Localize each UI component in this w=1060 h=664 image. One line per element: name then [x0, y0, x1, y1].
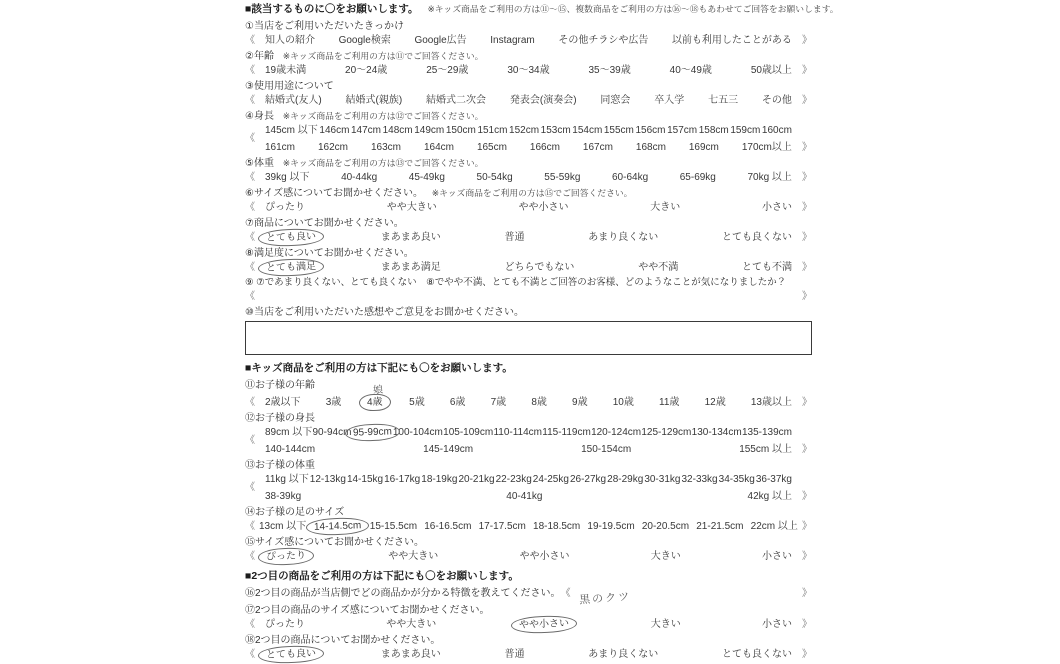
option: 154cm — [572, 124, 603, 136]
option: 卒入学 — [654, 94, 685, 106]
option: 148cm — [382, 124, 413, 136]
option: 知人の紹介 — [265, 34, 315, 46]
question-label-11: ⑪お子様の年齢 — [245, 379, 315, 391]
option: 14-15kg — [346, 473, 384, 485]
bracket-close: 》 — [802, 94, 812, 106]
option: 17-17.5cm — [478, 520, 526, 532]
option: 151cm — [477, 124, 508, 136]
option: 大きい — [650, 618, 681, 630]
option: 90-94cm — [312, 426, 352, 438]
option: 大きい — [650, 201, 681, 213]
bracket-close: 》 — [802, 171, 812, 183]
option: 28-29kg — [607, 473, 644, 485]
option: 149cm — [414, 124, 445, 136]
bracket-close: 》 — [802, 648, 812, 660]
option: 70kg 以上 — [747, 171, 792, 183]
option: 26-27kg — [569, 473, 607, 485]
option: 170cm以上 — [741, 141, 792, 153]
option: 35～39歳 — [588, 64, 631, 76]
option: 6歳 — [449, 396, 466, 408]
option: 115-119cm — [542, 426, 591, 438]
option: 4歳 — [359, 393, 391, 411]
option: 150-154cm — [581, 443, 632, 455]
option: 5歳 — [409, 396, 425, 408]
question-label-8: ⑧満足度についてお聞かせください。 — [245, 247, 414, 259]
option: 16-17kg — [384, 473, 421, 485]
option: 95-99cm — [344, 423, 399, 442]
option: ぴったり — [258, 547, 315, 566]
options-row-15 — [245, 550, 812, 563]
options-row-14 — [245, 520, 812, 533]
bracket-close: 》 — [802, 587, 812, 599]
option: 147cm — [351, 124, 382, 136]
option: やや大きい — [386, 201, 437, 213]
option: 普通 — [504, 231, 525, 243]
option: やや不満 — [638, 261, 679, 273]
answer-row-9 — [245, 290, 812, 303]
option: まあまあ満足 — [380, 261, 441, 273]
option: 145-149cm — [423, 443, 474, 455]
option: 結婚式二次会 — [426, 94, 487, 106]
bracket-close: 》 — [802, 618, 812, 630]
option: 40-41kg — [506, 490, 543, 502]
bracket-open: 《 — [245, 261, 255, 273]
question-label-12: ⑫お子様の身長 — [245, 412, 315, 424]
question-label-13: ⑬お子様の体重 — [245, 459, 315, 471]
option: 20～24歳 — [345, 64, 388, 76]
option: 40-44kg — [341, 171, 378, 183]
option: 7歳 — [490, 396, 507, 408]
option: やや大きい — [386, 618, 437, 630]
option: 110-114cm — [493, 426, 542, 438]
question-note: ※キッズ商品をご利用の方は⑪でご回答ください。 — [282, 50, 484, 61]
option: 100-104cm — [392, 426, 443, 438]
option: 18-19kg — [421, 473, 458, 485]
option: 9歳 — [572, 396, 588, 408]
bracket-open: 《 — [245, 171, 255, 183]
option: とても良い — [258, 644, 325, 663]
bracket-open: 《 — [245, 290, 255, 302]
question-label-2 — [245, 50, 812, 63]
option: 19-19.5cm — [587, 520, 635, 532]
option: Google検索 — [338, 34, 391, 46]
question-label-4 — [245, 110, 812, 123]
option: 164cm — [423, 141, 454, 153]
bracket-close: 》 — [802, 201, 812, 213]
option: 普通 — [504, 648, 525, 660]
bracket-close: 》 — [802, 490, 812, 502]
option: やや大きい — [388, 550, 439, 562]
bracket-close: 》 — [802, 231, 812, 243]
option: 20-20.5cm — [641, 520, 690, 532]
option: ぴったり — [265, 201, 305, 213]
option: 36-37kg — [755, 473, 792, 485]
option: 65-69kg — [679, 171, 716, 183]
option: やや小さい — [519, 550, 570, 562]
question-label-16 — [245, 586, 812, 607]
question-text: ⑥サイズ感についてお聞かせください。 — [245, 187, 423, 199]
option: 8歳 — [531, 396, 547, 408]
option: 161cm — [265, 141, 296, 153]
question-note: ※キッズ商品をご利用の方は⑮でご回答ください。 — [431, 187, 633, 198]
option: 結婚式(親族) — [345, 94, 403, 106]
option: 11kg 以下 — [265, 473, 309, 485]
option: 150cm — [445, 124, 476, 136]
options-row-17 — [245, 618, 812, 631]
options-row-13 — [245, 473, 812, 503]
option: 160cm — [761, 124, 792, 136]
option: 以前も利用したことがある — [671, 34, 792, 46]
option: 165cm — [476, 141, 507, 153]
option: 24-25kg — [532, 473, 569, 485]
section-title: ■該当するものに〇をお願いします。 — [245, 3, 419, 15]
option: 21-21.5cm — [696, 520, 744, 532]
option: とても良い — [258, 227, 325, 246]
option: 七五三 — [708, 94, 739, 106]
bracket-open: 《 — [245, 133, 255, 145]
bracket-open: 《 — [245, 201, 255, 213]
option: 小さい — [762, 201, 792, 213]
survey-form — [245, 2, 839, 663]
option: とても良くない — [722, 231, 792, 243]
option: 38-39kg — [265, 490, 302, 502]
option: 120-124cm — [591, 426, 642, 438]
options-row-8 — [245, 261, 812, 274]
option: 14-14.5cm — [306, 517, 370, 536]
option: 20-21kg — [458, 473, 495, 485]
option: 168cm — [635, 141, 666, 153]
question-label-18: ⑱2つ目の商品についてお聞かせください。 — [245, 634, 441, 646]
option: 162cm — [317, 141, 348, 153]
options-row-18 — [245, 648, 812, 661]
section-header-main — [245, 3, 839, 17]
options-row-1 — [245, 34, 812, 47]
option: まあまあ良い — [380, 231, 441, 243]
option: 40～49歳 — [669, 64, 712, 76]
option: 135-139cm — [741, 426, 792, 438]
option: 小さい — [762, 618, 792, 630]
options-row-4 — [245, 124, 812, 154]
bracket-close: 》 — [802, 520, 812, 532]
question-label-10: ⑩当店をご利用いただいた感想やご意見をお聞かせください。 — [245, 306, 524, 318]
option: 166cm — [529, 141, 560, 153]
option: まあまあ良い — [380, 648, 441, 660]
option: 30～34歳 — [507, 64, 550, 76]
bracket-open: 《 — [245, 64, 255, 76]
option: 大きい — [650, 550, 681, 562]
option: 130-134cm — [691, 426, 742, 438]
question-note: ※キッズ商品をご利用の方は⑬でご回答ください。 — [282, 157, 484, 168]
option: 169cm — [688, 141, 719, 153]
question-note: ※キッズ商品をご利用の方は⑫でご回答ください。 — [282, 110, 484, 121]
option: 15-15.5cm — [369, 520, 418, 532]
section-note: ※キッズ商品をご利用の方は⑪～⑮、複数商品をご利用の方は⑯～⑱もあわせてご回答をお願いします。 — [427, 4, 839, 14]
question-label-7: ⑦商品についてお聞かせください。 — [245, 217, 404, 229]
option: どちらでもない — [504, 261, 575, 273]
options-row-12 — [245, 426, 812, 456]
option: 13cm 以下 — [259, 520, 307, 532]
option: 32-33kg — [681, 473, 718, 485]
option: 42kg 以上 — [747, 490, 792, 502]
option: 22-23kg — [495, 473, 532, 485]
question-text: ⑯2つ目の商品が当店側でどの商品かが分かる特徴を教えてください。 — [245, 587, 561, 599]
option: 25～29歳 — [426, 64, 469, 76]
option: 105-109cm — [443, 426, 494, 438]
question-label-17: ⑰2つ目の商品のサイズ感についてお聞かせください。 — [245, 604, 490, 616]
option: 45-49kg — [408, 171, 445, 183]
question-text: ②年齢 — [245, 50, 274, 62]
bracket-open: 《 — [245, 435, 255, 447]
options-row-7 — [245, 231, 812, 244]
question-label-3: ③使用用途について — [245, 80, 334, 92]
option: 155cm 以上 — [739, 443, 792, 455]
option: 小さい — [762, 550, 792, 562]
option: 152cm — [509, 124, 540, 136]
option: 167cm — [582, 141, 613, 153]
option: 13歳以上 — [750, 396, 792, 408]
option: 60-64kg — [612, 171, 649, 183]
option: 19歳未満 — [265, 64, 307, 76]
option: 30-31kg — [644, 473, 681, 485]
bracket-open: 《 — [245, 231, 255, 243]
options-row-2 — [245, 64, 812, 77]
option: ぴったり — [265, 618, 305, 630]
option: 153cm — [540, 124, 571, 136]
option: とても満足 — [258, 257, 325, 276]
option: 12歳 — [704, 396, 726, 408]
bracket-open: 《 — [245, 618, 255, 630]
option: やや小さい — [510, 614, 577, 633]
option: 146cm — [319, 124, 350, 136]
option: 55-59kg — [544, 171, 581, 183]
option: 140-144cm — [265, 443, 316, 455]
handwritten-feature-answer: 黒のクツ — [578, 591, 632, 607]
option: 155cm — [603, 124, 634, 136]
option: 125-129cm — [641, 426, 692, 438]
option: 22cm 以上 — [750, 520, 798, 532]
question-label-5 — [245, 157, 812, 170]
handwritten-note-daughter: 娘 — [372, 384, 386, 397]
option: 11歳 — [659, 396, 680, 408]
bracket-close: 》 — [802, 290, 812, 302]
question-label-9: ⑨ ⑦であまり良くない、とても良くない ⑧でやや不満、とても不満とご回答のお客様、どのようなことが気になりましたか？ — [245, 276, 787, 288]
bracket-close: 》 — [802, 550, 812, 562]
question-label-14: ⑭お子様の足のサイズ — [245, 506, 345, 518]
bracket-close: 》 — [802, 141, 812, 153]
bracket-open: 《 — [245, 396, 255, 408]
option: あまり良くない — [588, 231, 659, 243]
option: 157cm — [667, 124, 698, 136]
bracket-open: 《 — [245, 482, 255, 494]
comment-box — [245, 321, 812, 355]
option: Google広告 — [414, 34, 467, 46]
question-label-1: ①当店をご利用いただいたきっかけ — [245, 20, 404, 32]
option: Instagram — [490, 34, 535, 46]
option: 163cm — [370, 141, 401, 153]
option: とても不満 — [741, 261, 792, 273]
option: 2歳以下 — [265, 396, 301, 408]
option: 同窓会 — [600, 94, 631, 106]
bracket-open: 《 — [245, 34, 255, 46]
option: あまり良くない — [588, 648, 659, 660]
option: 12-13kg — [309, 473, 346, 485]
question-label-15: ⑮サイズ感についてお聞かせください。 — [245, 536, 424, 548]
option: 50歳以上 — [750, 64, 792, 76]
option: 39kg 以下 — [265, 171, 310, 183]
option: 158cm — [698, 124, 729, 136]
option: 145cm 以下 — [265, 124, 318, 136]
bracket-close: 》 — [802, 64, 812, 76]
option: 50-54kg — [476, 171, 513, 183]
option: 156cm — [635, 124, 666, 136]
options-row-3 — [245, 94, 812, 107]
option: 159cm — [730, 124, 761, 136]
option: 34-35kg — [718, 473, 755, 485]
option: 3歳 — [325, 396, 342, 408]
section-header-multi: ■2つ目の商品をご利用の方は下記にも〇をお願いします。 — [245, 569, 519, 582]
option: 10歳 — [612, 396, 634, 408]
option: とても良くない — [722, 648, 792, 660]
bracket-close: 》 — [802, 443, 812, 455]
bracket-open: 《 — [245, 648, 255, 660]
bracket-close: 》 — [802, 34, 812, 46]
question-text: ④身長 — [245, 110, 274, 122]
option: その他チラシや広告 — [558, 34, 649, 46]
option: 89cm 以下 — [265, 426, 313, 438]
bracket-close: 》 — [802, 396, 812, 408]
bracket-open: 《 — [245, 520, 255, 532]
option: 18-18.5cm — [533, 520, 581, 532]
section-header-kids: ■キッズ商品をご利用の方は下記にも〇をお願いします。 — [245, 361, 513, 374]
bracket-open: 《 — [245, 94, 255, 106]
bracket-open: 《 — [560, 587, 571, 599]
option: その他 — [761, 94, 792, 106]
bracket-open: 《 — [245, 550, 255, 562]
option: 発表会(演奏会) — [509, 94, 577, 106]
options-row-5 — [245, 171, 812, 184]
question-label-6 — [245, 187, 812, 200]
option: 結婚式(友人) — [265, 94, 322, 106]
option: やや小さい — [518, 201, 569, 213]
options-row-6 — [245, 201, 812, 214]
option: 16-16.5cm — [424, 520, 472, 532]
question-text: ⑤体重 — [245, 157, 274, 169]
bracket-close: 》 — [802, 261, 812, 273]
